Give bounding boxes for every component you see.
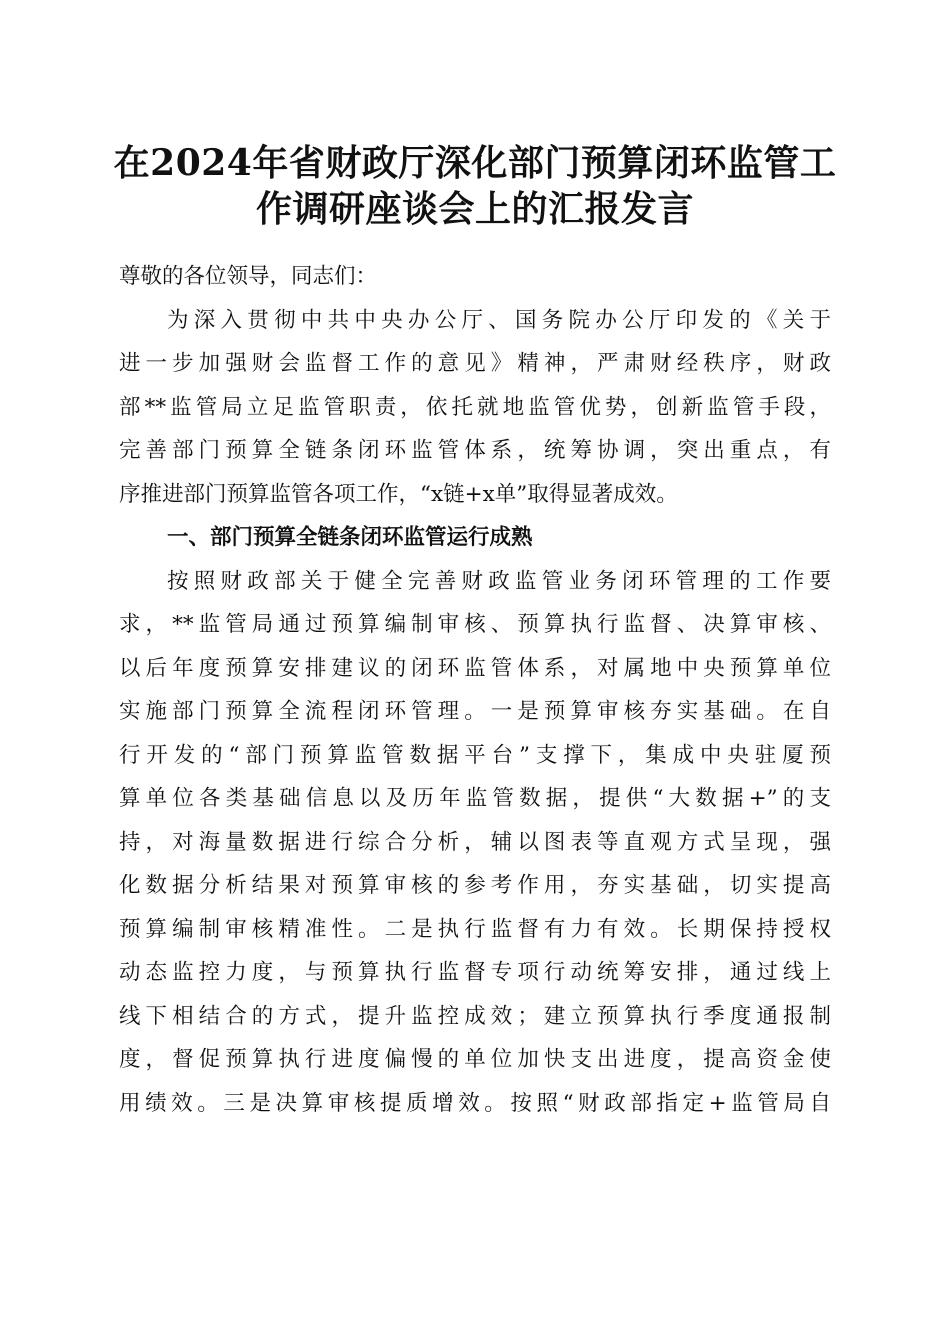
section-heading-1: 一、部门预算全链条闭环监管运行成熟 [167,525,533,550]
paragraph-line: 进一步加强财会监督工作的意见》精神，严肃财经秩序，财政 [119,351,831,376]
paragraph-line: 序推进部门预算监管各项工作，“x链+x单”取得显著成效。 [119,481,678,507]
paragraph-section-1 [119,560,831,1126]
paragraph-line: 实施部门预算全流程闭环管理。一是预算审核夯实基础。在自 [119,699,831,724]
paragraph-line: 部**监管局立足监管职责，依托就地监管优势，创新监管手段， [119,394,831,420]
title-line-2: 作调研座谈会上的汇报发言 [255,188,694,230]
paragraph-line: 为深入贯彻中共中央办公厅、国务院办公厅印发的《关于 [167,307,831,333]
paragraph-line: 线下相结合的方式，提升监控成效；建立预算执行季度通报制 [119,1003,831,1029]
paragraph-line: 完善部门预算全链条闭环监管体系，统筹协调，突出重点，有 [119,438,831,463]
document-title [100,140,850,232]
paragraph-line: 预算编制审核精准性。二是执行监督有力有效。长期保持授权 [119,916,831,942]
paragraph-line: 按照财政部关于健全完善财政监管业务闭环管理的工作要 [167,568,831,594]
paragraph-line: 化数据分析结果对预算审核的参考作用，夯实基础，切实提高 [119,873,831,898]
paragraph-line: 用绩效。三是决算审核提质增效。按照“财政部指定+监管局自 [119,1090,831,1116]
salutation: 尊敬的各位领导，同志们： [119,264,378,289]
paragraph-line: 求，**监管局通过预算编制审核、预算执行监督、决算审核、 [119,612,831,637]
paragraph-line: 以后年度预算安排建议的闭环监管体系，对属地中央预算单位 [119,655,831,681]
paragraph-line: 动态监控力度，与预算执行监督专项行动统筹安排，通过线上 [119,960,831,985]
paragraph-line: 算单位各类基础信息以及历年监管数据，提供“大数据+”的支 [119,786,831,811]
document-body [119,255,831,1125]
paragraph-line: 持，对海量数据进行综合分析，辅以图表等直观方式呈现，强 [119,829,831,855]
paragraph-intro [119,299,831,517]
paragraph-line: 行开发的“部门预算监管数据平台”支撑下，集成中央驻厦预 [119,742,831,768]
title-line-1: 在2024年省财政厅深化部门预算闭环监管工 [113,142,837,184]
paragraph-line: 度，督促预算执行进度偏慢的单位加快支出进度，提高资金使 [119,1047,831,1072]
